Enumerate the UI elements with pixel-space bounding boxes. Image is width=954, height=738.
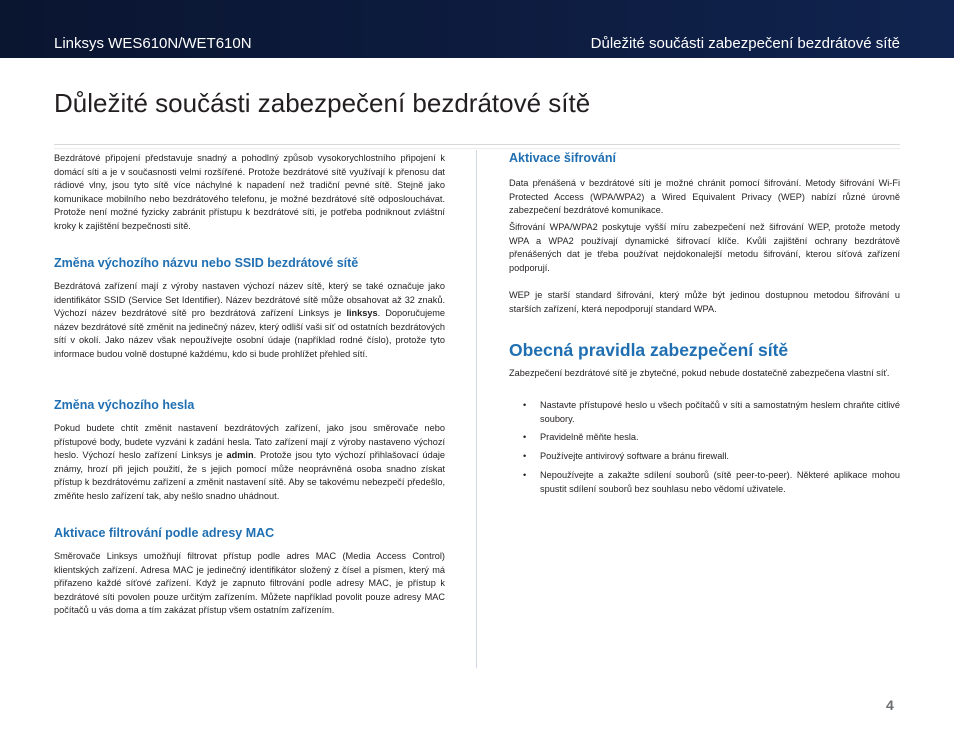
rules-heading: Obecná pravidla zabezpečení sítě xyxy=(509,340,789,360)
column-divider xyxy=(476,150,477,668)
section-name: Důležité součásti zabezpečení bezdrátové sítě xyxy=(590,35,900,52)
mac-heading: Aktivace filtrování podle adresy MAC xyxy=(54,526,275,540)
list-item: • Nepoužívejte a zakažte sdílení souborů (sítě peer-to-peer). Některé aplikace mohou spustit sdílení souborů bez souhlasu nebo vědomí uživatele. xyxy=(523,470,900,494)
page-header xyxy=(0,0,954,58)
rules-intro: Zabezpečení bezdrátové sítě je zbytečné, pokud nebude dostatečně zabezpečena vlastní síť. xyxy=(509,368,890,378)
password-paragraph: Pokud budete chtít změnit nastavení bezdrátových zařízení, jako jsou směrovače nebo přístupové body, budete vyzváni k zadání hesla. Tato zařízení mají z výroby nastaveno výchozí heslo. Výchozí heslo zařízení Linksys je admin. Protože jsou tyto výchozí přihlašovací údaje známy, hrozí při jejich použití, že s jejich pomocí může neoprávněná osoba snadno získat přístup k bezdrátovému zařízení a změnit nastavení sítě. Aby se takovému nebezpečí předešlo, změňte heslo zařízení tak, aby nešlo snadno uhádnout. xyxy=(54,423,445,501)
intro-paragraph: Bezdrátové připojení představuje snadný a pohodlný způsob vysokorychlostního připojení k domácí síti a je v současnosti velmi rozšířené. Protože bezdrátové sítě využívají k přenosu dat rádiové vlny, jsou tyto sítě více náchylné k napadení než tradiční pevné sítě. Stejně jako komunikace mobilního nebo bezdrátového telefonu, je možné bezdrátové sítě odposlouchávat. Protože není možné fyzicky zabránit přístupu k bezdrátové síti, je potřeba podniknout zvláštní kroky k zajištění bezpečnosti sítě. xyxy=(54,153,445,231)
encryption-paragraph-1: Data přenášená v bezdrátové síti je možné chránit pomocí šifrování. Metody šifrování Wi-Fi Protected Access (WPA/WPA2) a Wired Equivalent Privacy (WEP) nabízí různé úrovně zabezpečení bezdrátové komunikace. xyxy=(509,178,900,215)
bullet-icon: • xyxy=(523,451,527,461)
bullet-icon: • xyxy=(523,432,527,442)
list-item: • Používejte antivirový software a bránu firewall. xyxy=(509,450,900,464)
password-heading: Změna výchozího hesla xyxy=(54,398,195,412)
list-item: • Nastavte přístupové heslo u všech počítačů v síti a samostatným heslem chraňte citlivé soubory. xyxy=(523,400,900,424)
ssid-heading: Změna výchozího názvu nebo SSID bezdrátové sítě xyxy=(54,256,359,270)
page-number: 4 xyxy=(886,697,894,713)
title-divider-secondary xyxy=(54,148,900,149)
page-title: Důležité součásti zabezpečení bezdrátové sítě xyxy=(54,88,591,118)
default-password-value: admin xyxy=(226,450,254,460)
mac-paragraph: Směrovače Linksys umožňují filtrovat přístup podle adres MAC (Media Access Control) klientských zařízení. Adresa MAC je jedinečný identifikátor složený z čísel a písmen, který má přiřazeno každé síťové zařízení. Když je zapnuto filtrování podle adresy MAC, je přístup k bezdrátové síti povolen pouze určitým zařízením. Můžete například povolit pouze adresy MAC počítačů u vás doma a tím zakázat přístup všem ostatním zařízením. xyxy=(54,551,445,615)
encryption-paragraph-2: Šifrování WPA/WPA2 poskytuje vyšší míru zabezpečení než šifrování WEP, protože metody WPA a WPA2 používají dynamické šifrovací klíče. Kvůli zajištění ochrany bezdrátově přenášených dat je třeba používat nejdokonalejší metodu šifrování, kterou síťová zařízení podporují. xyxy=(509,222,900,273)
ssid-paragraph: Bezdrátová zařízení mají z výroby nastaven výchozí název sítě, který se také označuje jako identifikátor SSID (Service Set Identifier). Název bezdrátové sítě může obsahovat až 32 znaků. Výchozí název bezdrátové sítě pro bezdrátová zařízení Linksys je linksys. Doporučujeme název bezdrátové sítě změnit na jedinečný název, který odliší vaši síť od ostatních bezdrátových sítí v okolí. Jako název však nepoužívejte osobní údaje (například rodné číslo), protože tyto informace budou volně dostupné každému, kdo si bude prohlížet přehled sítí. xyxy=(54,281,445,359)
encryption-paragraph-3: WEP je starší standard šifrování, který může být jedinou dostupnou metodou šifrování u starších zařízení, která nepodporují standard WPA. xyxy=(509,290,900,314)
default-ssid-value: linksys xyxy=(346,308,378,318)
encryption-heading: Aktivace šifrování xyxy=(509,151,616,165)
bullet-icon: • xyxy=(523,400,527,410)
title-divider xyxy=(54,144,900,145)
bullet-icon: • xyxy=(523,470,527,480)
list-item: • Pravidelně měňte hesla. xyxy=(509,431,900,445)
product-name: Linksys WES610N/WET610N xyxy=(54,35,252,52)
